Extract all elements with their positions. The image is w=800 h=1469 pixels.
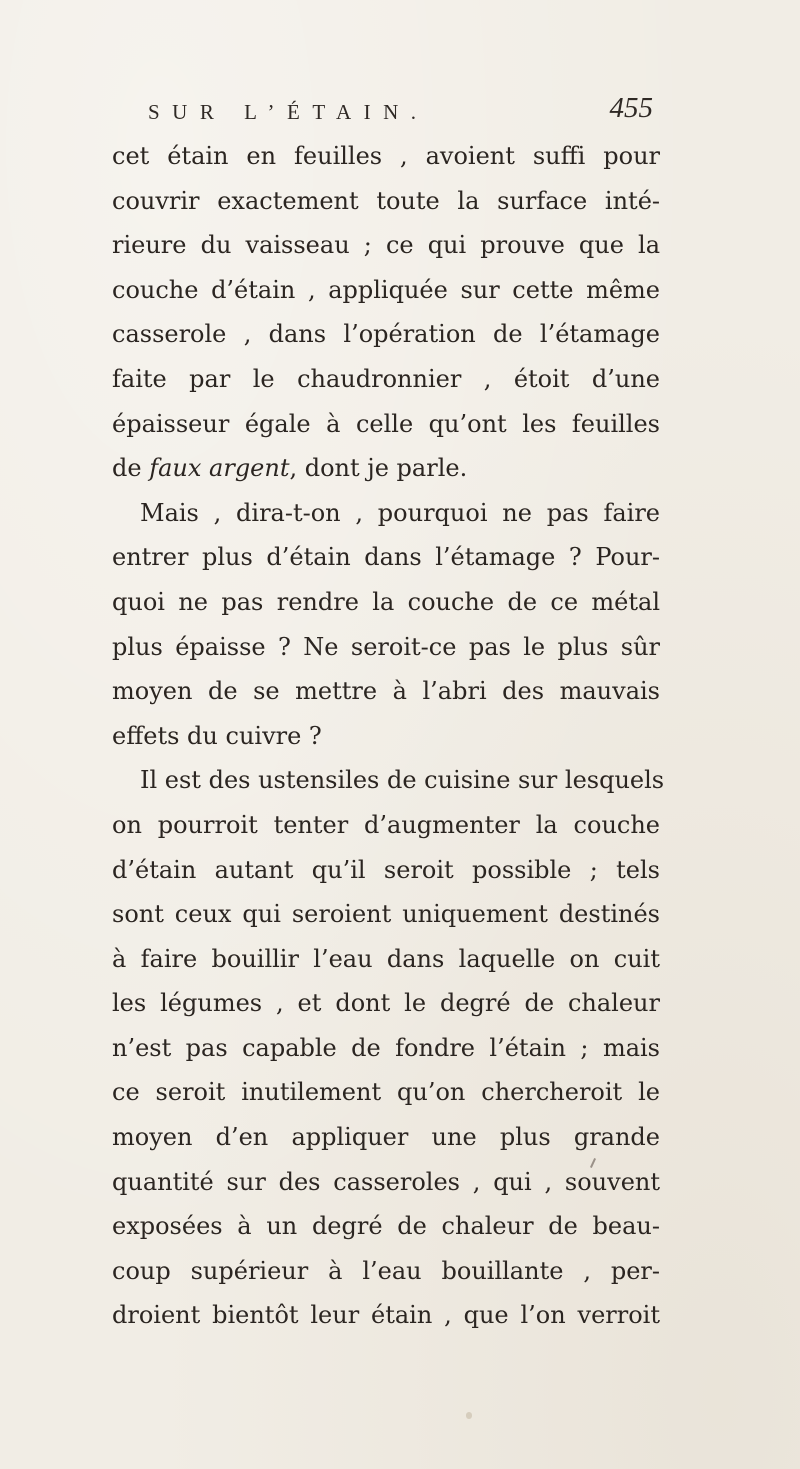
text-line: faite par le chaudronnier , étoit d’une <box>112 364 660 393</box>
text-line: les légumes , et dont le degré de chaleur <box>112 989 660 1018</box>
paper-speck <box>466 1412 472 1419</box>
text-fragment: de <box>112 454 142 483</box>
text-line: couche d’étain , appliquée sur cette même <box>112 275 660 304</box>
paragraph-start-line: Il est des ustensiles de cuisine sur lesquels <box>140 766 665 795</box>
text-line: couvrir exactement toute la surface inté- <box>112 186 660 215</box>
body-text <box>112 134 665 1338</box>
text-fragment: , dont je parle. <box>289 454 468 483</box>
text-line: droient bientôt leur étain , que l’on verroit <box>112 1301 660 1330</box>
text-line: ce seroit inutilement qu’on chercheroit le <box>112 1078 660 1107</box>
text-line: à faire bouillir l’eau dans laquelle on cuit <box>112 944 660 973</box>
text-line: effets du cuivre ? <box>112 721 322 750</box>
text-line: épaisseur égale à celle qu’ont les feuilles <box>112 409 660 438</box>
text-line: quoi ne pas rendre la couche de ce métal <box>112 587 660 616</box>
text-line: cet étain en feuilles , avoient suffi pour <box>112 142 660 170</box>
text-line: d’étain autant qu’il seroit possible ; tels <box>112 855 660 884</box>
text-line <box>112 446 660 491</box>
running-title: SUR L’ÉTAIN. <box>148 100 429 124</box>
text-line: casserole , dans l’opération de l’étamage <box>112 320 660 349</box>
text-line: quantité sur des casseroles , qui , souvent <box>112 1167 660 1196</box>
paragraph-start-line: Mais , dira-t-on , pourquoi ne pas faire <box>140 498 660 527</box>
italic-phrase: faux argent <box>149 454 290 483</box>
text-line: exposées à un degré de chaleur de beau- <box>112 1212 660 1241</box>
running-head <box>148 92 653 132</box>
text-line: entrer plus d’étain dans l’étamage ? Pour- <box>112 543 660 572</box>
text-line: sont ceux qui seroient uniquement destinés <box>112 900 660 929</box>
text-line: coup supérieur à l’eau bouillante , per- <box>112 1256 660 1285</box>
text-line: plus épaisse ? Ne seroit-ce pas le plus sûr <box>112 632 660 661</box>
text-line: moyen de se mettre à l’abri des mauvais <box>112 677 660 706</box>
text-line: on pourroit tenter d’augmenter la couche <box>112 810 660 839</box>
text-line: moyen d’en appliquer une plus grande <box>112 1123 660 1152</box>
page-number: 455 <box>609 92 653 124</box>
text-line: n’est pas capable de fondre l’étain ; mais <box>112 1033 660 1062</box>
text-line: rieure du vaisseau ; ce qui prouve que la <box>112 231 660 260</box>
